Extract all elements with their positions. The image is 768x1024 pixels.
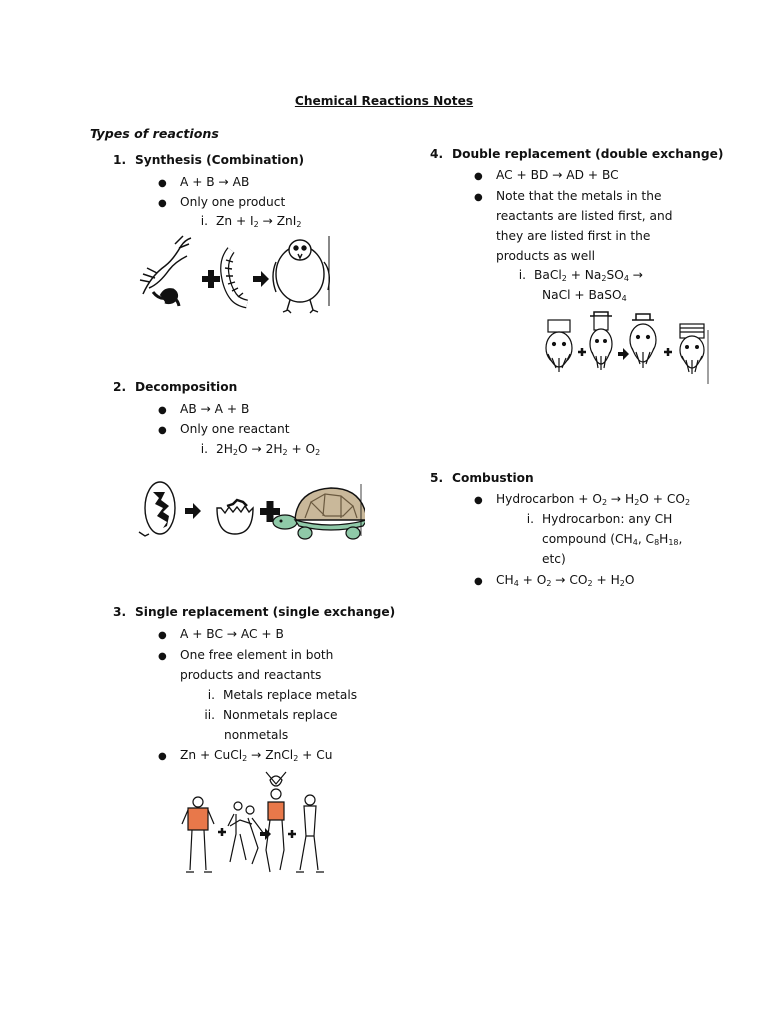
double-replacement-bullet-1: ● AC + BD → AD + BC xyxy=(474,168,619,182)
dancing-figure-icon xyxy=(182,772,324,872)
decomposition-heading: 2. Decomposition xyxy=(113,380,238,394)
single-replacement-sub-1: i. Metals replace metals xyxy=(207,688,358,702)
single-replacement-sub-2: ii. Nonmetals replace xyxy=(204,708,338,722)
turtle-icon xyxy=(273,484,365,539)
synthesis-bullet-1: ● A + B → AB xyxy=(158,175,250,189)
double-replacement-note-line-3: they are listed first in the xyxy=(496,229,651,243)
double-replacement-illustration xyxy=(540,310,715,388)
double-replacement-heading: 4. Double replacement (double exchange) xyxy=(430,147,724,161)
combustion-sub-1-cont-2: etc) xyxy=(542,552,566,566)
single-replacement-illustration xyxy=(178,770,328,880)
page-title: Chemical Reactions Notes xyxy=(294,94,474,108)
arrow-symbol-2 xyxy=(185,503,201,519)
double-replacement-note-line-2: reactants are listed first, and xyxy=(496,209,673,223)
fat-bird-icon xyxy=(273,236,329,313)
single-replacement-bullet-2-cont: products and reactants xyxy=(180,668,322,682)
decomposition-bullet-1: ● AB → A + B xyxy=(158,402,250,416)
double-replacement-example-cont: NaCl + BaSO$_4$ xyxy=(542,288,627,303)
combustion-bullet-1: ● Hydrocarbon + $O_2 \to H_2O + CO_2$ xyxy=(474,492,691,507)
synthesis-heading: 1. Synthesis (Combination) xyxy=(113,153,305,167)
arrow-symbol-1 xyxy=(253,271,269,287)
synthesis-bullet-2: ● Only one product xyxy=(158,195,286,209)
combustion-heading: 5. Combustion xyxy=(430,471,534,485)
crawfish-icon xyxy=(140,236,191,306)
combustion-sub-1-cont: compound ($CH_4$, $C_8H_{18}$, xyxy=(542,532,683,547)
double-replacement-example: i. BaCl$_2$ + $Na_2SO_4$ → xyxy=(518,268,643,283)
synthesis-example: i. $Zn + I_2 \to ZnI_2$ xyxy=(200,214,302,229)
combustion-sub-1: i. Hydrocarbon: any CH xyxy=(526,512,673,526)
combustion-bullet-2: ● $CH_4 + O_2 \to CO_2 + H_2O$ xyxy=(474,573,635,588)
synthesis-illustration xyxy=(135,232,335,314)
double-replacement-note-line-4: products as well xyxy=(496,249,596,263)
single-replacement-bullet-1: ● A + BC → AC + B xyxy=(158,627,284,641)
single-replacement-heading: 3. Single replacement (single exchange) xyxy=(113,605,396,619)
plus-symbol-1 xyxy=(202,270,220,288)
cracked-egg-icon xyxy=(139,482,175,536)
single-replacement-bullet-3: ● Zn + CuCl$_2$ → ZnCl$_2$ + Cu xyxy=(158,748,333,763)
worm-icon xyxy=(225,250,247,304)
single-replacement-bullet-2: ● One free element in both xyxy=(158,648,334,662)
bearded-man-icon xyxy=(546,312,708,384)
double-replacement-bullet-2: ● Note that the metals in the xyxy=(474,189,662,203)
section-heading: Types of reactions xyxy=(90,126,219,141)
decomposition-illustration xyxy=(135,478,365,544)
decomposition-bullet-2: ● Only one reactant xyxy=(158,422,290,436)
single-replacement-sub-2-cont: nonmetals xyxy=(224,728,289,742)
broken-egg-icon xyxy=(217,500,253,534)
decomposition-example: i. $2H_2O \to 2H_2 + O_2$ xyxy=(200,442,321,457)
